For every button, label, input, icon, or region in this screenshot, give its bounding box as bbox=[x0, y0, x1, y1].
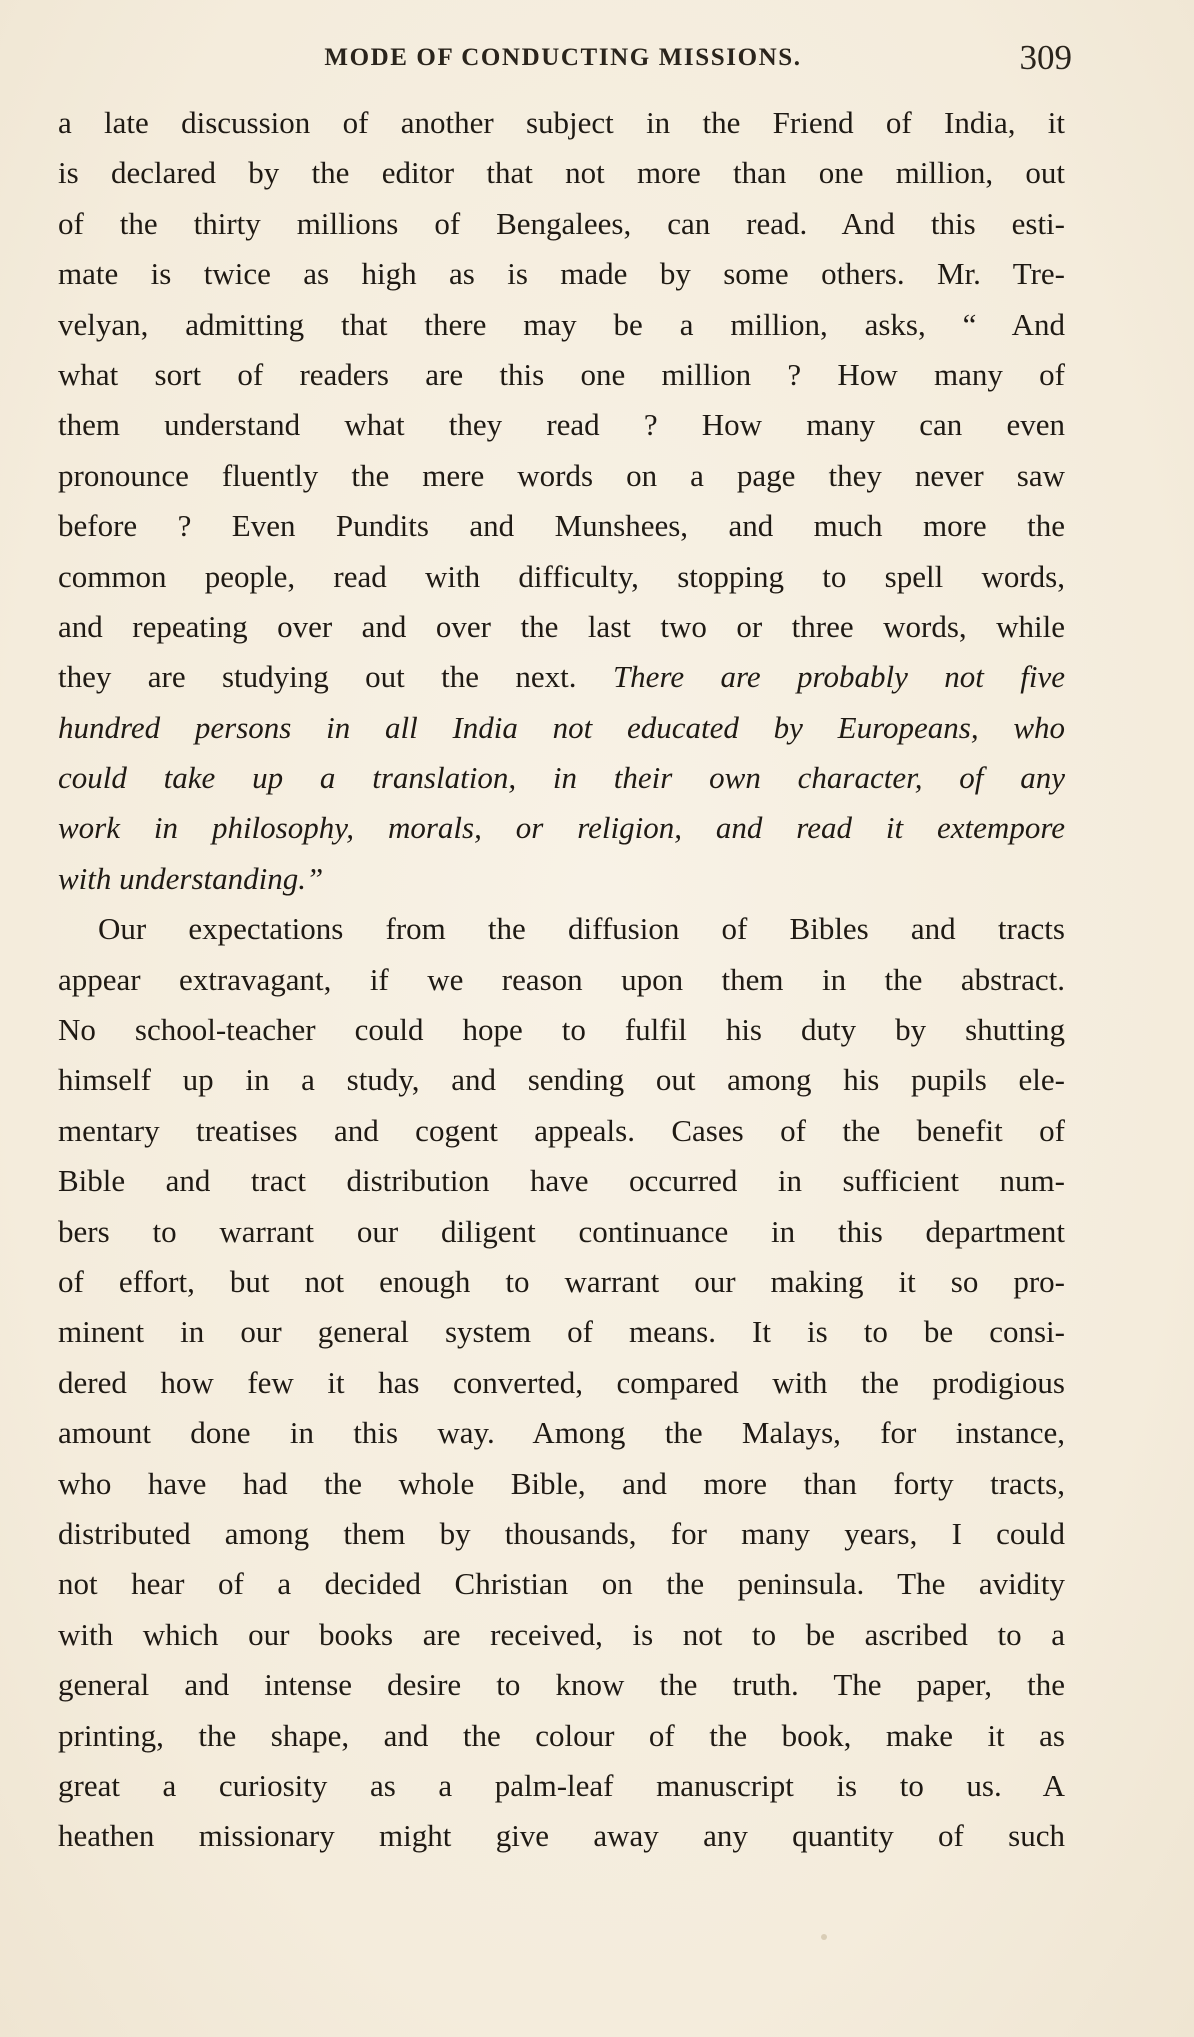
text-line: general and intense desire to know the truth. The paper, the bbox=[58, 1667, 1065, 1703]
running-head bbox=[58, 38, 1072, 78]
text-line: and repeating over and over the last two or three words, while bbox=[58, 608, 1065, 644]
paper-speck bbox=[821, 1934, 827, 1940]
text-line: pronounce fluently the mere words on a page they never saw bbox=[58, 457, 1065, 493]
text-line: a late discussion of another subject in the Friend of India, it bbox=[58, 105, 1065, 140]
text-line: them understand what they read ? How many can even bbox=[58, 407, 1065, 443]
text-line: common people, read with difficulty, stopping to spell words, bbox=[58, 558, 1065, 594]
text-line: minent in our general system of means. It is to be consi- bbox=[58, 1314, 1065, 1350]
running-title: MODE OF CONDUCTING MISSIONS. bbox=[324, 44, 802, 71]
text-line: printing, the shape, and the colour of the book, make it as bbox=[58, 1717, 1065, 1753]
text-line: mate is twice as high as is made by some others. Mr. Tre- bbox=[58, 256, 1065, 292]
text-line: mentary treatises and cogent appeals. Cases of the benefit of bbox=[58, 1112, 1065, 1148]
italic-line: could take up a translation, in their own character, of any bbox=[58, 760, 1065, 796]
text-line-mixed bbox=[58, 652, 1065, 702]
text-line: bers to warrant our diligent continuance in this department bbox=[58, 1213, 1065, 1249]
text-line: of effort, but not enough to warrant our making it so pro- bbox=[58, 1263, 1065, 1299]
text-line: before ? Even Pundits and Munshees, and much more the bbox=[58, 508, 1065, 544]
text-line: not hear of a decided Christian on the peninsula. The avidity bbox=[58, 1566, 1065, 1602]
plain-segment: they are studying out the next. bbox=[58, 659, 613, 695]
text-line: dered how few it has converted, compared with the prodigious bbox=[58, 1364, 1065, 1400]
text-line: of the thirty millions of Bengalees, can read. And this esti- bbox=[58, 205, 1065, 241]
text-line: appear extravagant, if we reason upon them in the abstract. bbox=[58, 961, 1065, 997]
text-line: No school-teacher could hope to fulfil his duty by shutting bbox=[58, 1012, 1065, 1048]
body-text bbox=[58, 98, 1065, 1862]
italic-line-last: with understanding.” bbox=[58, 860, 324, 896]
page-number: 309 bbox=[1019, 38, 1072, 77]
text-line: velyan, admitting that there may be a million, asks, “ And bbox=[58, 306, 1065, 342]
text-line: amount done in this way. Among the Malays, for instance, bbox=[58, 1415, 1065, 1451]
text-line: with which our books are received, is not to be ascribed to a bbox=[58, 1616, 1065, 1652]
text-line: great a curiosity as a palm-leaf manuscript is to us. A bbox=[58, 1767, 1065, 1803]
italic-line: hundred persons in all India not educated by Europeans, who bbox=[58, 709, 1065, 745]
text-line: heathen missionary might give away any quantity of such bbox=[58, 1818, 1065, 1854]
text-line: what sort of readers are this one million ? How many of bbox=[58, 356, 1065, 392]
italic-line: work in philosophy, morals, or religion, and read it extempore bbox=[58, 810, 1065, 846]
paragraph-start-line: Our expectations from the diffusion of Bibles and tracts bbox=[98, 911, 1065, 947]
text-line: who have had the whole Bible, and more than forty tracts, bbox=[58, 1465, 1065, 1501]
text-line: is declared by the editor that not more than one million, out bbox=[58, 155, 1065, 191]
text-line: Bible and tract distribution have occurred in sufficient num- bbox=[58, 1163, 1065, 1199]
italic-segment: There are probably not five bbox=[612, 659, 1065, 695]
text-line: himself up in a study, and sending out among his pupils ele- bbox=[58, 1062, 1065, 1098]
text-line: distributed among them by thousands, for many years, I could bbox=[58, 1515, 1065, 1551]
